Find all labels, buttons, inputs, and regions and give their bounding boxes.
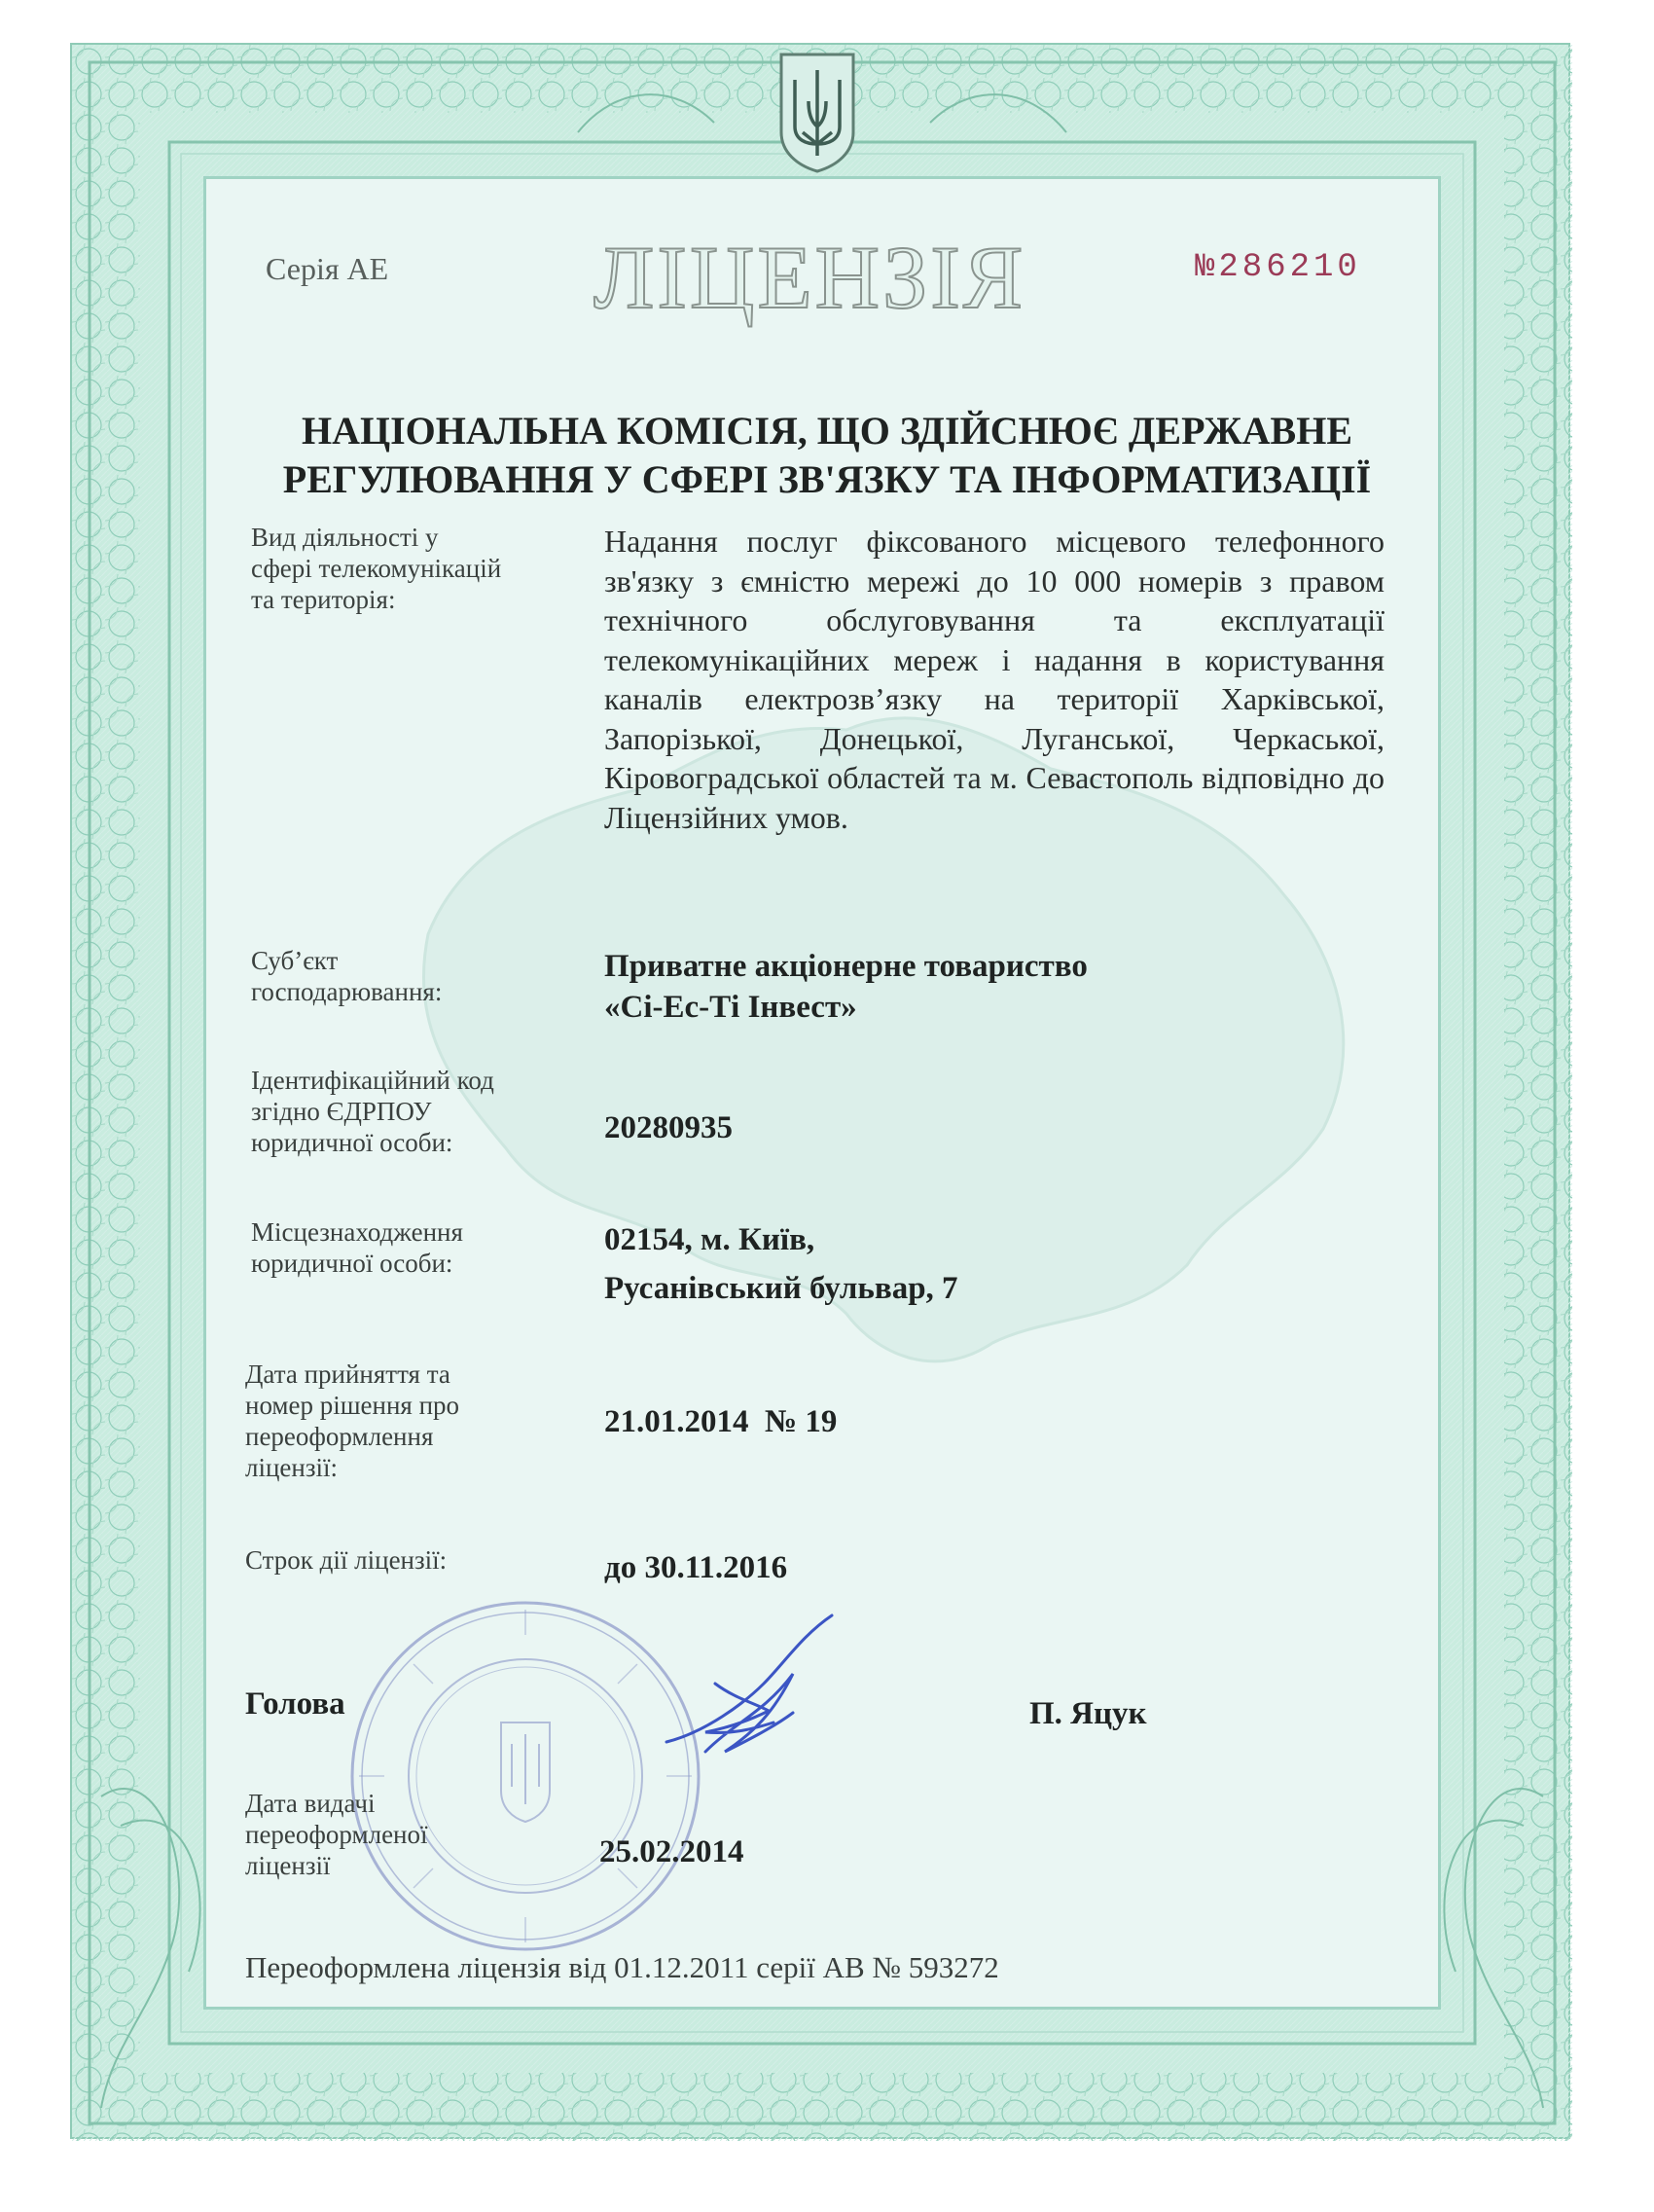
activity-label [251,522,501,615]
decision-label-line: ліцензії: [245,1453,339,1482]
address-label-line: юридичної особи: [251,1249,453,1278]
signatory-name: П. Яцук [1029,1696,1147,1731]
entity-value [604,946,1088,1028]
reissue-note: Переоформлена ліцензія від 01.12.2011 серії АВ № 593272 [245,1950,999,1984]
term-value: до 30.11.2016 [604,1550,788,1585]
decision-label-line: переоформлення [245,1422,434,1451]
code-label [251,1065,494,1158]
address-value [604,1219,958,1309]
decision-label [245,1359,459,1483]
address-value-line: Русанівський бульвар, 7 [604,1271,958,1306]
code-value: 20280935 [604,1110,733,1145]
issue-label-line: переоформленої [245,1820,428,1849]
license-title: ЛІЦЕНЗІЯ [593,228,1026,327]
term-label-line: Строк дії ліцензії: [245,1545,448,1575]
code-label-line: юридичної особи: [251,1128,453,1157]
entity-value-line: Приватне акціонерне товариство [604,949,1088,984]
trident-coat-of-arms-icon [773,51,861,175]
address-value-line: 02154, м. Київ, [604,1222,815,1257]
entity-label [251,945,442,1007]
decision-label-line: номер рішення про [245,1391,460,1420]
issuer-line-1: НАЦІОНАЛЬНА КОМІСІЯ, ЩО ЗДІЙСНЮЄ ДЕРЖАВНЕ [301,409,1353,453]
issue-label-line: Дата видачі [245,1789,376,1818]
license-number: №286210 [1195,249,1361,286]
term-label [245,1544,447,1576]
entity-label-line: господарювання: [251,977,443,1006]
decision-label-line: Дата прийняття та [245,1360,450,1389]
activity-value: Надання послуг фіксованого місцевого телефонного зв'язку з ємністю мережі до 10 000 номерів з правом технічного обслуговування та експлуатації телекомунікаційних мереж і надання в користування каналів електрозв’язку на території Харківської, Запорізької, Донецької, Луганської, Черкаської, Кіровоградської областей та м. Севастополь відповідно до Ліцензійних умов. [604,524,1384,835]
signatory-role: Голова [245,1686,345,1722]
entity-value-line: «Сі-Ес-Ті Інвест» [604,990,857,1025]
handwritten-signature [647,1606,842,1781]
code-label-line: згідно ЄДРПОУ [251,1097,432,1126]
activity-label-line: сфері телекомунікацій [251,554,502,583]
address-label [251,1216,463,1279]
issue-date-value: 25.02.2014 [599,1834,744,1869]
activity-label-line: Вид діяльності у [251,523,439,552]
entity-label-line: Суб’єкт [251,946,339,975]
issue-label-line: ліцензії [245,1851,331,1880]
decision-value: 21.01.2014 № 19 [604,1404,838,1439]
issuer-heading [195,407,1459,504]
issue-date-label [245,1788,428,1881]
series-label: Серія АЕ [266,251,389,286]
activity-label-line: та територія: [251,585,396,614]
code-label-line: Ідентифікаційний код [251,1066,494,1095]
issuer-line-2: РЕГУЛЮВАННЯ У СФЕРІ ЗВ'ЯЗКУ ТА ІНФОРМАТИЗАЦІЇ [282,457,1372,501]
address-label-line: Місцезнаходження [251,1217,463,1247]
